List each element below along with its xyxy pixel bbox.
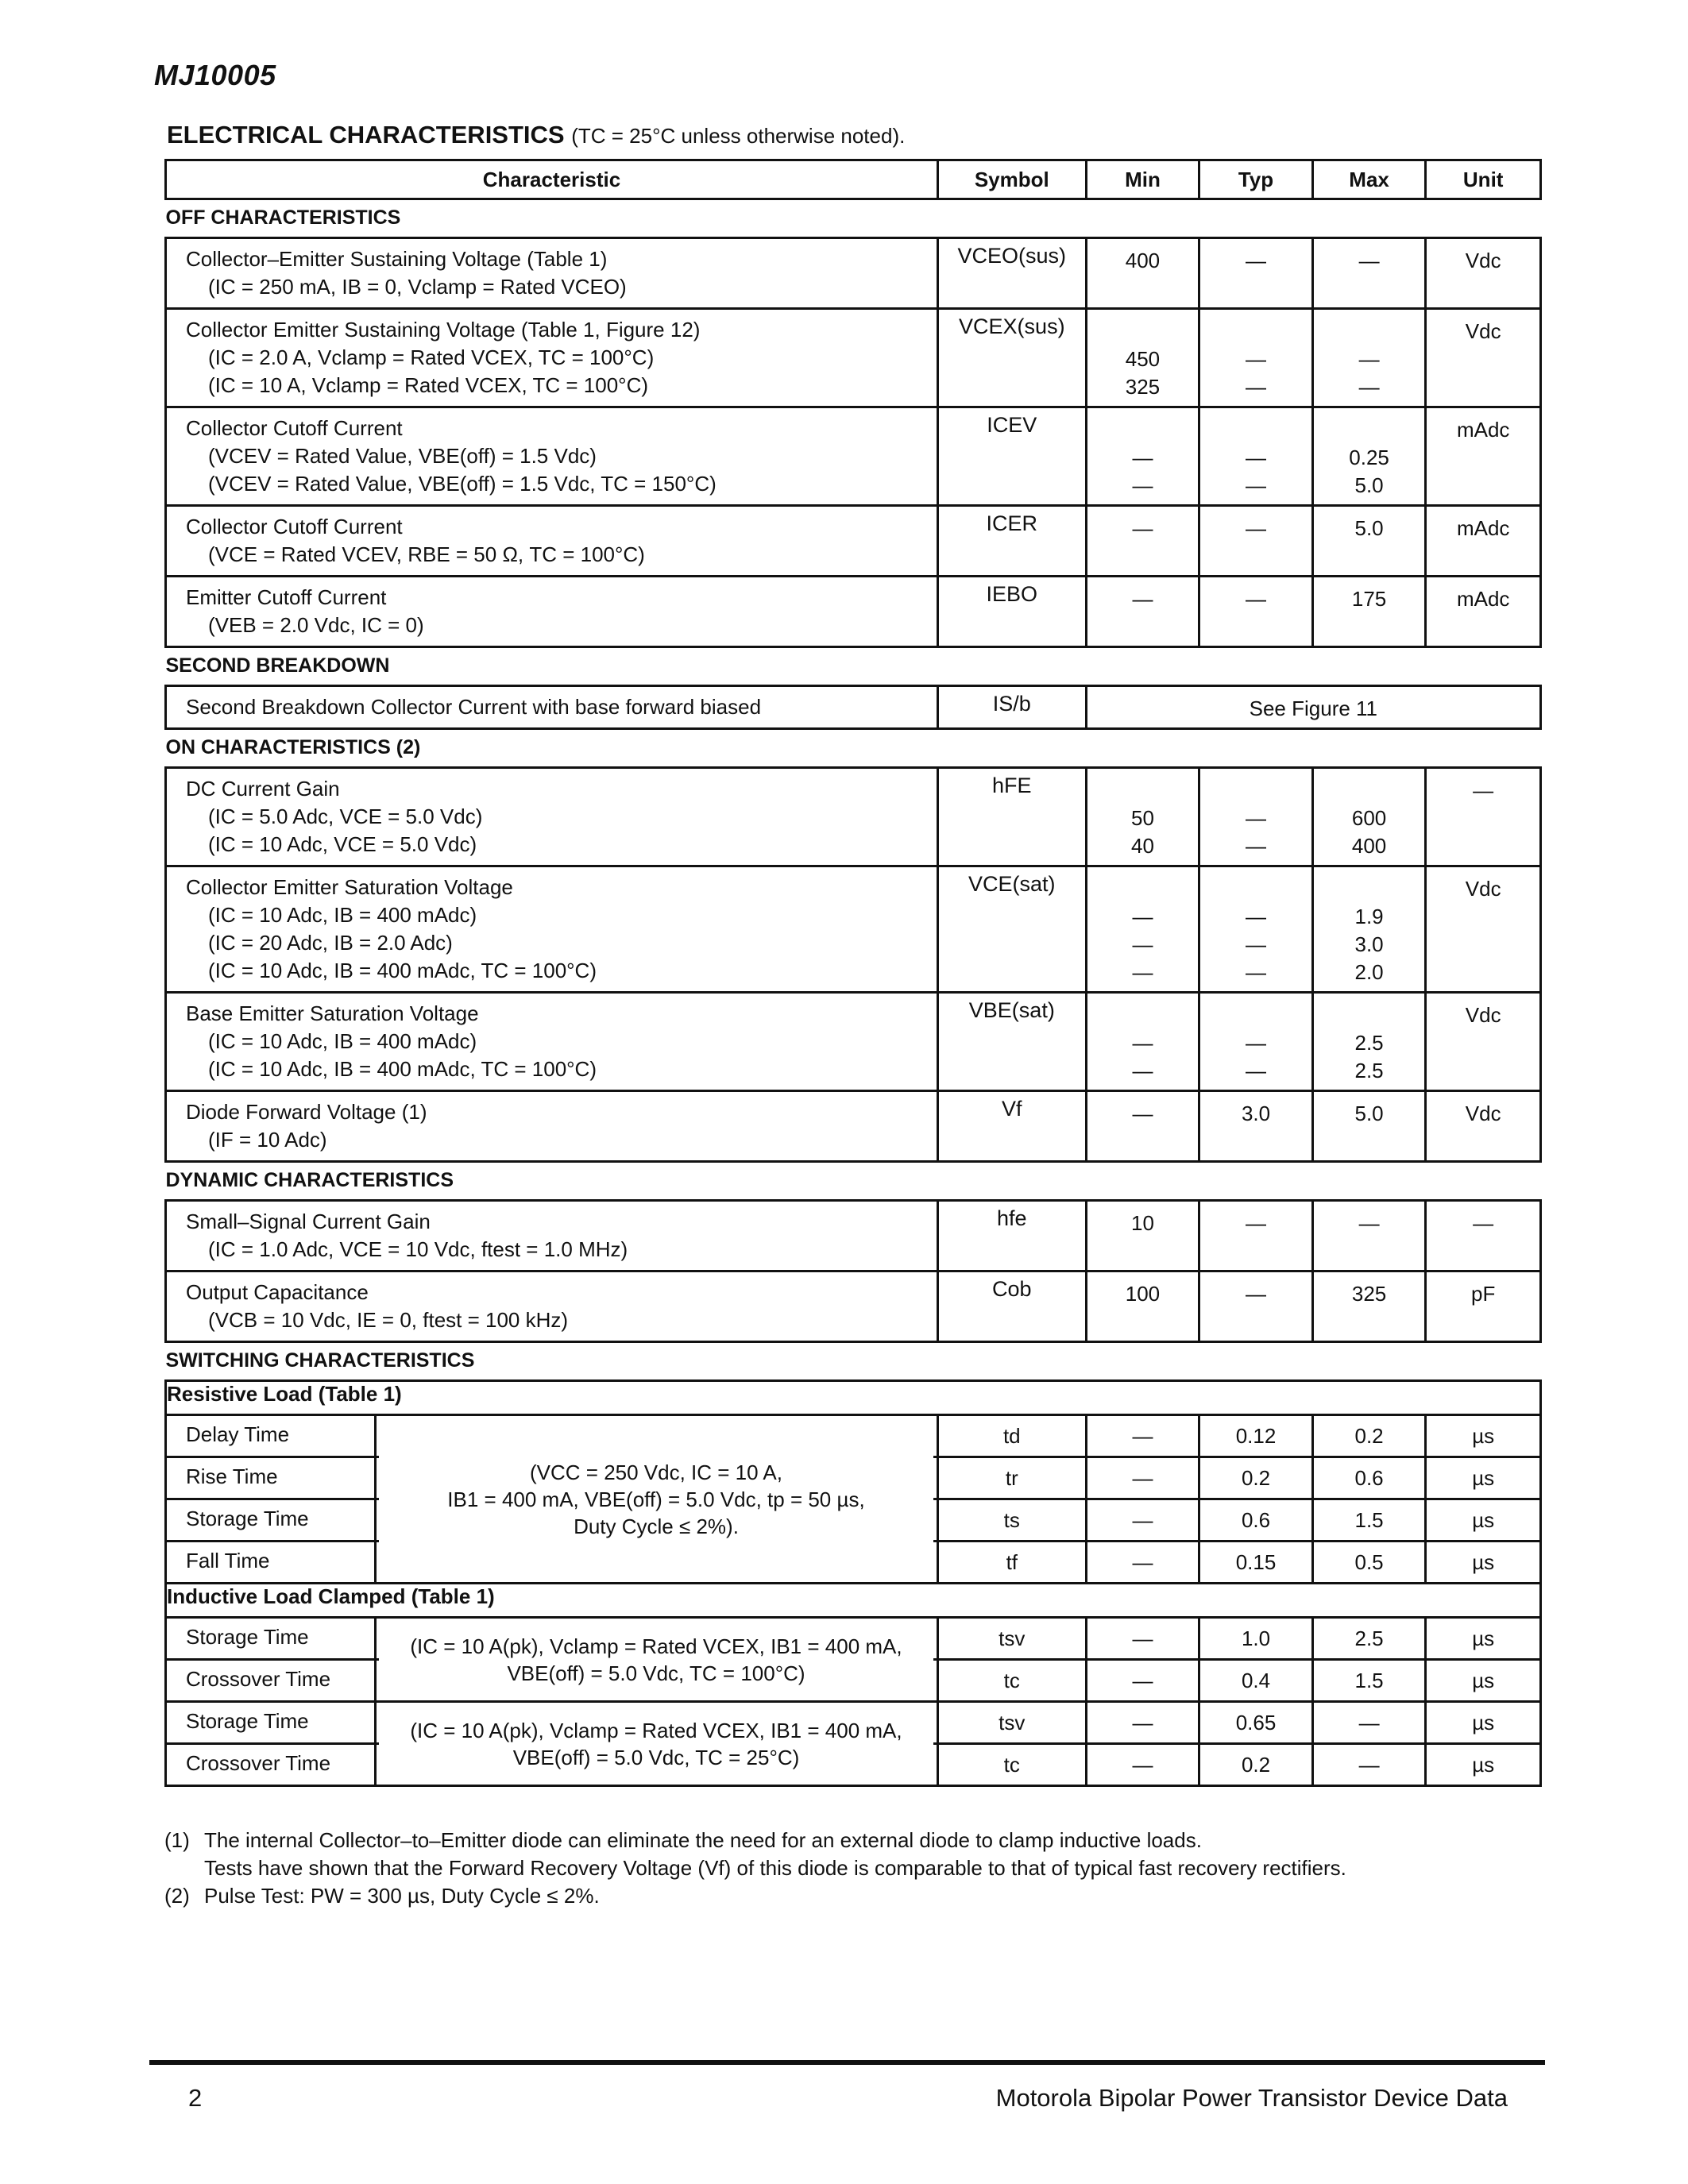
typ-cell — [1199, 993, 1313, 1091]
unit-cell: µs — [1426, 1702, 1541, 1744]
table-row — [166, 309, 1541, 407]
characteristic-name: Collector Cutoff Current — [186, 515, 403, 538]
min-cell: — — [1086, 1415, 1199, 1457]
max-cell — [1312, 993, 1426, 1091]
switching-name-label: Storage Time — [167, 1703, 377, 1742]
max-cell: 0.2 — [1312, 1415, 1426, 1457]
typ-cell-value: — — [1246, 905, 1267, 928]
characteristic-cell — [166, 577, 938, 647]
typ-cell: — — [1199, 1201, 1313, 1271]
symbol-cell: tf — [937, 1542, 1086, 1584]
unit-cell: pF — [1426, 1271, 1541, 1342]
condition-line: (IC = 10 A(pk), Vclamp = Rated VCEX, IB1 = 400 mA, — [410, 1634, 902, 1658]
unit-cell: Vdc — [1426, 1091, 1541, 1162]
symbol-cell: ICEV — [937, 407, 1086, 506]
footnote — [164, 1854, 1346, 1882]
section-dynamic: DYNAMIC CHARACTERISTICS — [166, 1162, 1541, 1201]
test-condition: (VCEV = Rated Value, VBE(off) = 1.5 Vdc) — [208, 444, 597, 468]
section-on: ON CHARACTERISTICS (2) — [166, 729, 1541, 768]
symbol-cell: tc — [937, 1744, 1086, 1786]
unit-cell: Vdc — [1426, 238, 1541, 309]
footnotes — [164, 1827, 1346, 1910]
inductive-title-row — [166, 1584, 1541, 1618]
min-cell — [1086, 866, 1199, 993]
test-condition: (IF = 10 Adc) — [208, 1128, 327, 1152]
characteristic-cell — [166, 866, 938, 993]
max-cell-value: — — [1358, 347, 1380, 371]
typ-cell-value: — — [1246, 932, 1267, 956]
unit-cell: — — [1426, 1201, 1541, 1271]
min-cell-value: — — [1132, 960, 1153, 984]
symbol-cell: VCEO(sus) — [937, 238, 1086, 309]
test-condition: (IC = 10 Adc, VCE = 5.0 Vdc) — [208, 832, 477, 856]
footer-rule — [149, 2060, 1545, 2065]
footnote-number: (1) — [164, 1828, 190, 1852]
test-condition: (VCEV = Rated Value, VBE(off) = 1.5 Vdc, TC = 150°C) — [208, 472, 717, 496]
min-cell — [1086, 768, 1199, 866]
typ-cell-value: — — [1246, 446, 1267, 469]
typ-cell-value: — — [1246, 347, 1267, 371]
min-cell: 10 — [1086, 1201, 1199, 1271]
max-cell: 325 — [1312, 1271, 1426, 1342]
characteristic-cell — [166, 1091, 938, 1162]
min-cell — [1086, 309, 1199, 407]
resistive-title-row — [166, 1381, 1541, 1415]
part-number: MJ10005 — [154, 59, 276, 91]
characteristic-name: Base Emitter Saturation Voltage — [186, 1001, 479, 1025]
table-row — [166, 577, 1541, 647]
unit-cell: mAdc — [1426, 577, 1541, 647]
symbol-cell: tsv — [937, 1702, 1086, 1744]
symbol-cell: VCEX(sus) — [937, 309, 1086, 407]
typ-cell-value: — — [1246, 375, 1267, 399]
max-cell: — — [1312, 1201, 1426, 1271]
heading-title: ELECTRICAL CHARACTERISTICS — [167, 121, 565, 149]
characteristic-cell — [166, 506, 938, 577]
typ-cell-value: — — [1246, 960, 1267, 984]
characteristic-name: Collector Cutoff Current — [186, 416, 403, 440]
max-cell-value: 2.5 — [1354, 1031, 1384, 1055]
characteristic-name: Emitter Cutoff Current — [186, 585, 387, 609]
test-condition: (IC = 1.0 Adc, VCE = 10 Vdc, ftest = 1.0 MHz) — [208, 1237, 628, 1261]
min-cell: 400 — [1086, 238, 1199, 309]
max-cell: 5.0 — [1312, 1091, 1426, 1162]
typ-cell: 1.0 — [1199, 1618, 1313, 1660]
typ-cell — [1199, 309, 1313, 407]
col-min: Min — [1086, 160, 1199, 199]
min-cell: — — [1086, 1499, 1199, 1542]
max-cell — [1312, 768, 1426, 866]
max-cell: 2.5 — [1312, 1618, 1426, 1660]
table-row — [166, 686, 1541, 729]
unit-cell: µs — [1426, 1457, 1541, 1499]
switching-name-label: Storage Time — [167, 1619, 377, 1658]
max-cell — [1312, 866, 1426, 993]
electrical-characteristics-table — [164, 159, 1542, 1787]
switching-name-label: Storage Time — [167, 1500, 377, 1540]
test-condition: (IC = 10 Adc, IB = 400 mAdc) — [208, 1029, 477, 1053]
typ-cell: — — [1199, 238, 1313, 309]
unit-cell: µs — [1426, 1415, 1541, 1457]
min-cell-value: — — [1132, 1031, 1153, 1055]
table-row — [166, 1201, 1541, 1271]
symbol-cell: tr — [937, 1457, 1086, 1499]
footnote-text: The internal Collector–to–Emitter diode can eliminate the need for an external diode to clamp inductive loads. — [204, 1828, 1202, 1852]
test-condition: (VEB = 2.0 Vdc, IC = 0) — [208, 613, 424, 637]
characteristic-name: DC Current Gain — [186, 777, 340, 801]
unit-cell: — — [1426, 768, 1541, 866]
max-cell-value: 3.0 — [1354, 932, 1384, 956]
typ-cell-value: — — [1246, 834, 1267, 858]
section-dynamic-row — [166, 1162, 1541, 1201]
characteristic-name: Collector Emitter Saturation Voltage — [186, 875, 513, 899]
condition-line: (IC = 10 A(pk), Vclamp = Rated VCEX, IB1 = 400 mA, — [410, 1718, 902, 1742]
table-row — [166, 1091, 1541, 1162]
min-cell: — — [1086, 1702, 1199, 1744]
max-cell: 1.5 — [1312, 1499, 1426, 1542]
table-row — [166, 768, 1541, 866]
characteristic-cell: Second Breakdown Collector Current with base forward biased — [166, 686, 938, 729]
max-cell: — — [1312, 1702, 1426, 1744]
symbol-cell: VCE(sat) — [937, 866, 1086, 993]
typ-cell — [1199, 407, 1313, 506]
symbol-cell: ts — [937, 1499, 1086, 1542]
condition-line: VBE(off) = 5.0 Vdc, TC = 100°C) — [507, 1661, 805, 1685]
col-unit: Unit — [1426, 160, 1541, 199]
footnote-text: Tests have shown that the Forward Recovery Voltage (Vf) of this diode is comparable to that of typical fast recovery rectifiers. — [204, 1856, 1346, 1880]
min-cell-value: — — [1132, 932, 1153, 956]
unit-cell: µs — [1426, 1499, 1541, 1542]
test-condition: (IC = 10 Adc, IB = 400 mAdc, TC = 100°C) — [208, 959, 597, 982]
min-cell-value: — — [1132, 905, 1153, 928]
footer-text: Motorola Bipolar Power Transistor Device Data — [995, 2084, 1508, 2112]
table-row — [166, 1415, 1541, 1457]
switching-name-label: Fall Time — [167, 1542, 377, 1582]
unit-cell: mAdc — [1426, 407, 1541, 506]
table-row — [166, 1618, 1541, 1660]
min-cell — [1086, 993, 1199, 1091]
footnote — [164, 1882, 1346, 1910]
max-cell: 0.6 — [1312, 1457, 1426, 1499]
typ-cell: 0.2 — [1199, 1457, 1313, 1499]
characteristic-name: Small–Signal Current Gain — [186, 1210, 431, 1233]
max-cell — [1312, 309, 1426, 407]
symbol-cell: hFE — [937, 768, 1086, 866]
table-row — [166, 866, 1541, 993]
min-cell: — — [1086, 1542, 1199, 1584]
min-cell: — — [1086, 1091, 1199, 1162]
unit-cell: Vdc — [1426, 309, 1541, 407]
inductive-condition-a — [379, 1619, 933, 1700]
table-header-row — [166, 160, 1541, 199]
col-characteristic: Characteristic — [166, 160, 938, 199]
heading-condition: (TC = 25°C unless otherwise noted). — [571, 124, 906, 148]
characteristic-cell — [166, 309, 938, 407]
symbol-cell: Cob — [937, 1271, 1086, 1342]
typ-cell: 0.65 — [1199, 1702, 1313, 1744]
min-cell: — — [1086, 506, 1199, 577]
min-cell: — — [1086, 577, 1199, 647]
characteristic-cell — [166, 407, 938, 506]
unit-cell: µs — [1426, 1618, 1541, 1660]
test-condition: (IC = 5.0 Adc, VCE = 5.0 Vdc) — [208, 805, 483, 828]
typ-cell: 0.12 — [1199, 1415, 1313, 1457]
typ-cell: — — [1199, 577, 1313, 647]
min-cell-value: 325 — [1125, 375, 1161, 399]
symbol-cell: VBE(sat) — [937, 993, 1086, 1091]
unit-cell: mAdc — [1426, 506, 1541, 577]
condition-line: (VCC = 250 Vdc, IC = 10 A, — [530, 1460, 782, 1484]
table-row — [166, 993, 1541, 1091]
min-cell-value: — — [1132, 446, 1153, 469]
footnote — [164, 1827, 1346, 1854]
col-symbol: Symbol — [937, 160, 1086, 199]
typ-cell: 0.6 — [1199, 1499, 1313, 1542]
test-condition: (IC = 250 mA, IB = 0, Vclamp = Rated VCEO) — [208, 275, 627, 299]
table-row — [166, 1271, 1541, 1342]
min-cell: — — [1086, 1744, 1199, 1786]
typ-cell: 3.0 — [1199, 1091, 1313, 1162]
symbol-cell: tc — [937, 1660, 1086, 1702]
section-second-breakdown: SECOND BREAKDOWN — [166, 647, 1541, 686]
max-cell-value: 2.5 — [1354, 1059, 1384, 1082]
condition-line: IB1 = 400 mA, VBE(off) = 5.0 Vdc, tp = 50 µs, — [447, 1487, 865, 1511]
symbol-cell: Vf — [937, 1091, 1086, 1162]
footnote-number: (2) — [164, 1884, 190, 1908]
max-cell-value: 2.0 — [1354, 960, 1384, 984]
max-cell: — — [1312, 238, 1426, 309]
min-cell: — — [1086, 1457, 1199, 1499]
unit-cell: µs — [1426, 1542, 1541, 1584]
characteristic-cell — [166, 1201, 938, 1271]
max-cell: 5.0 — [1312, 506, 1426, 577]
min-cell: 100 — [1086, 1271, 1199, 1342]
typ-cell — [1199, 866, 1313, 993]
section-off: OFF CHARACTERISTICS — [166, 199, 1541, 238]
switching-name-label: Crossover Time — [167, 1745, 377, 1785]
symbol-cell: tsv — [937, 1618, 1086, 1660]
min-cell — [1086, 407, 1199, 506]
table-body — [166, 199, 1541, 1786]
condition-line: VBE(off) = 5.0 Vdc, TC = 25°C) — [512, 1745, 800, 1769]
resistive-title: Resistive Load (Table 1) — [166, 1381, 1541, 1415]
section-switching: SWITCHING CHARACTERISTICS — [166, 1342, 1541, 1381]
min-cell-value: 40 — [1130, 834, 1154, 858]
characteristic-name: Diode Forward Voltage (1) — [186, 1100, 427, 1124]
test-condition: (IC = 20 Adc, IB = 2.0 Adc) — [208, 931, 453, 955]
symbol-cell: td — [937, 1415, 1086, 1457]
characteristic-cell — [166, 1271, 938, 1342]
symbol-cell: IEBO — [937, 577, 1086, 647]
switching-name-label: Rise Time — [167, 1458, 377, 1498]
test-condition: (IC = 10 A, Vclamp = Rated VCEX, TC = 100°C) — [208, 373, 648, 397]
test-condition: (VCB = 10 Vdc, IE = 0, ftest = 100 kHz) — [208, 1308, 569, 1332]
col-max: Max — [1312, 160, 1426, 199]
max-cell-value: 600 — [1351, 806, 1387, 830]
table-row — [166, 407, 1541, 506]
min-cell: — — [1086, 1660, 1199, 1702]
symbol-cell: ICER — [937, 506, 1086, 577]
symbol-cell: hfe — [937, 1201, 1086, 1271]
typ-cell: 0.2 — [1199, 1744, 1313, 1786]
typ-cell-value: — — [1246, 473, 1267, 497]
max-cell: 175 — [1312, 577, 1426, 647]
test-condition: (IC = 10 Adc, IB = 400 mAdc, TC = 100°C) — [208, 1057, 597, 1081]
max-cell — [1312, 407, 1426, 506]
typ-cell-value: — — [1246, 1031, 1267, 1055]
max-cell-value: 5.0 — [1354, 473, 1384, 497]
max-cell-value: 0.25 — [1349, 446, 1389, 469]
section-on-row — [166, 729, 1541, 768]
unit-cell: Vdc — [1426, 866, 1541, 993]
characteristic-name: Output Capacitance — [186, 1280, 369, 1304]
test-condition: (VCE = Rated VCEV, RBE = 50 Ω, TC = 100°C) — [208, 542, 645, 566]
symbol-cell: IS/b — [937, 686, 1086, 729]
min-cell-value: — — [1132, 1059, 1153, 1082]
unit-cell: µs — [1426, 1744, 1541, 1786]
typ-cell: 0.4 — [1199, 1660, 1313, 1702]
typ-cell — [1199, 768, 1313, 866]
inductive-title: Inductive Load Clamped (Table 1) — [166, 1584, 1541, 1618]
typ-cell: 0.15 — [1199, 1542, 1313, 1584]
max-cell-value: 1.9 — [1354, 905, 1384, 928]
footnote-number — [164, 1854, 204, 1882]
max-cell-value: 400 — [1351, 834, 1387, 858]
table-row — [166, 506, 1541, 577]
typ-cell: — — [1199, 506, 1313, 577]
section-second-breakdown-row — [166, 647, 1541, 686]
section-switching-row — [166, 1342, 1541, 1381]
test-condition: (IC = 10 Adc, IB = 400 mAdc) — [208, 903, 477, 927]
min-cell-value: 450 — [1125, 347, 1161, 371]
test-condition: (IC = 2.0 A, Vclamp = Rated VCEX, TC = 100°C) — [208, 345, 655, 369]
characteristic-name: Collector–Emitter Sustaining Voltage (Table 1) — [186, 247, 608, 271]
characteristic-name: Collector Emitter Sustaining Voltage (Table 1, Figure 12) — [186, 318, 701, 341]
characteristic-cell — [166, 238, 938, 309]
table-row — [166, 238, 1541, 309]
min-cell: — — [1086, 1618, 1199, 1660]
typ-cell: — — [1199, 1271, 1313, 1342]
inductive-condition-b — [379, 1703, 933, 1785]
section-off-row — [166, 199, 1541, 238]
characteristic-cell — [166, 993, 938, 1091]
switching-name-label: Crossover Time — [167, 1661, 377, 1700]
resistive-condition — [379, 1416, 933, 1582]
see-figure-cell: See Figure 11 — [1086, 686, 1540, 729]
footnote-text: Pulse Test: PW = 300 µs, Duty Cycle ≤ 2%. — [204, 1884, 600, 1908]
page-number: 2 — [188, 2084, 203, 2112]
switching-name-label: Delay Time — [167, 1416, 377, 1456]
min-cell-value: 50 — [1130, 806, 1154, 830]
max-cell-value: — — [1358, 375, 1380, 399]
unit-cell: µs — [1426, 1660, 1541, 1702]
typ-cell-value: — — [1246, 1059, 1267, 1082]
typ-cell-value: — — [1246, 806, 1267, 830]
condition-line: Duty Cycle ≤ 2%). — [574, 1514, 739, 1538]
max-cell: 1.5 — [1312, 1660, 1426, 1702]
unit-cell: Vdc — [1426, 993, 1541, 1091]
col-typ: Typ — [1199, 160, 1313, 199]
max-cell: — — [1312, 1744, 1426, 1786]
max-cell: 0.5 — [1312, 1542, 1426, 1584]
min-cell-value: — — [1132, 473, 1153, 497]
table-row — [166, 1702, 1541, 1744]
section-heading — [167, 121, 905, 149]
characteristic-cell — [166, 768, 938, 866]
